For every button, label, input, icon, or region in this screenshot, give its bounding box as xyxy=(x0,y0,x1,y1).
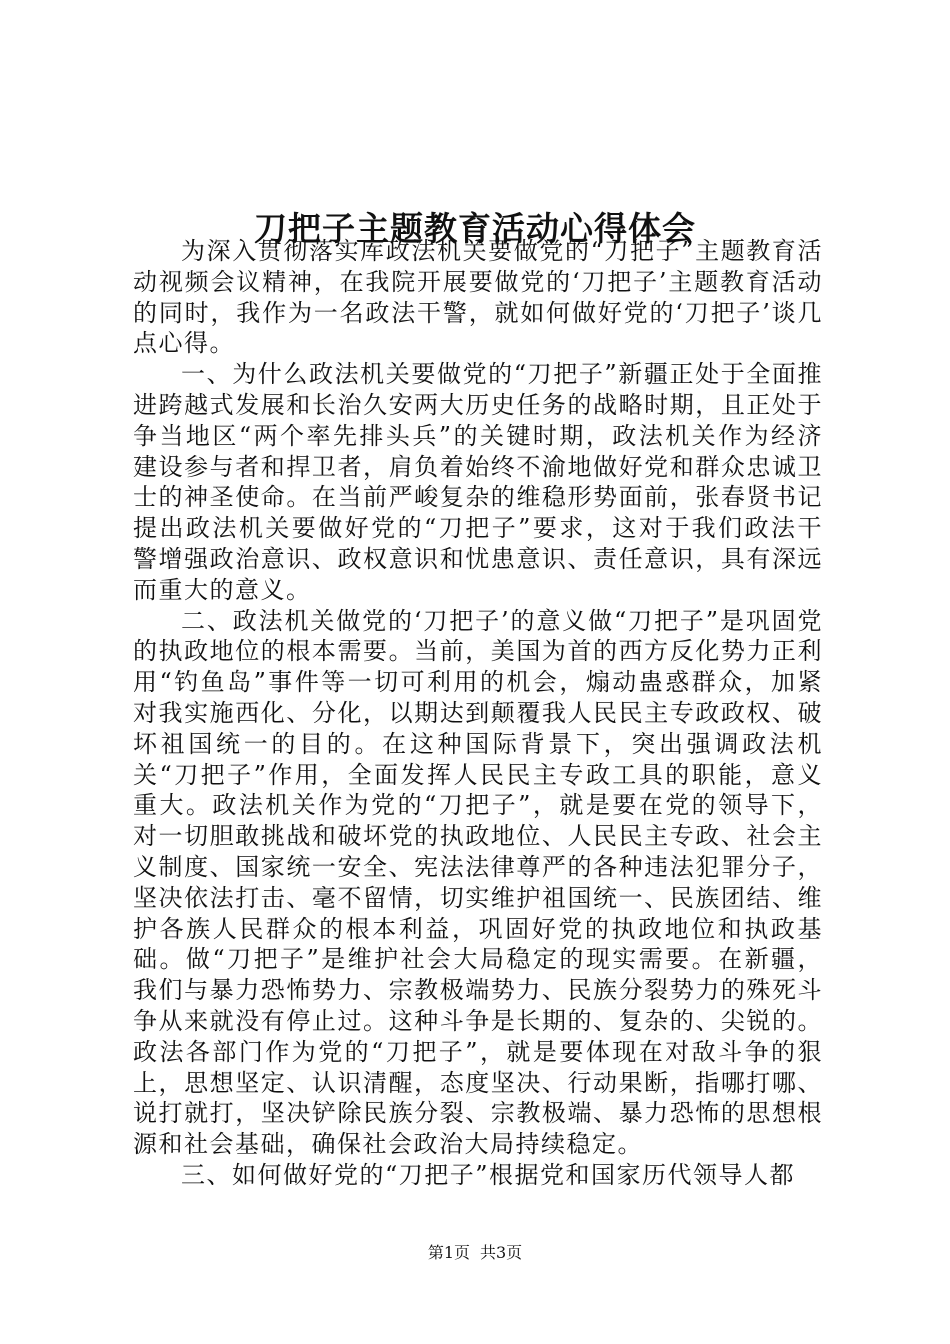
document-title: 刀把子主题教育活动心得体会 xyxy=(254,209,696,249)
page-number: 第1页 xyxy=(427,1243,470,1262)
paragraph-section-1: 一、为什么政法机关要做党的“刀把子”新疆正处于全面推进跨越式发展和长治久安两大历史任务的战略时期，且正处于争当地区“两个率先排头兵”的关键时期，政法机关作为经济建设参与者和捍卫者，肩负着始终不渝地做好党和群众忠诚卫士的神圣使命。在当前严峻复杂的维稳形势面前，张春贤书记提出政法机关要做好党的“刀把子”要求，这对于我们政法干警增强政治意识、政权意识和忧患意识、责任意识，具有深远而重大的意义。 xyxy=(133,360,823,604)
page-footer xyxy=(0,1242,950,1264)
paragraph-intro: 为深入贯彻落实库政法机关要做党的“刀把子”主题教育活动视频会议精神，在我院开展要做党的‘刀把子’主题教育活动的同时，我作为一名政法干警，就如何做好党的‘刀把子’谈几点心得。 xyxy=(133,237,823,358)
document-body xyxy=(133,236,823,1191)
paragraph-section-2: 二、政法机关做党的‘刀把子’的意义做“刀把子”是巩固党的执政地位的根本需要。当前，美国为首的西方反化势力正利用“钓鱼岛”事件等一切可利用的机会，煽动蛊惑群众，加紧对我实施西化、分化，以期达到颠覆我人民民主专政政权、破坏祖国统一的目的。在这种国际背景下，突出强调政法机关“刀把子”作用，全面发挥人民民主专政工具的职能，意义重大。政法机关作为党的“刀把子”，就是要在党的领导下，对一切胆敢挑战和破坏党的执政地位、人民民主专政、社会主义制度、国家统一安全、宪法法律尊严的各种违法犯罪分子，坚决依法打击、毫不留情，切实维护祖国统一、民族团结、维护各族人民群众的根本利益，巩固好党的执政地位和执政基础。做“刀把子”是维护社会大局稳定的现实需要。在新疆，我们与暴力恐怖势力、宗教极端势力、民族分裂势力的殊死斗争从来就没有停止过。这种斗争是长期的、复杂的、尖锐的。政法各部门作为党的“刀把子”，就是要体现在对敌斗争的狠上，思想坚定、认识清醒，态度坚决、行动果断，指哪打哪、说打就打，坚决铲除民族分裂、宗教极端、暴力恐怖的思想根源和社会基础，确保社会政治大局持续稳定。 xyxy=(133,606,823,1159)
paragraph-section-3: 三、如何做好党的“刀把子”根据党和国家历代领导人都 xyxy=(181,1160,796,1189)
page-total: 共3页 xyxy=(480,1243,523,1262)
